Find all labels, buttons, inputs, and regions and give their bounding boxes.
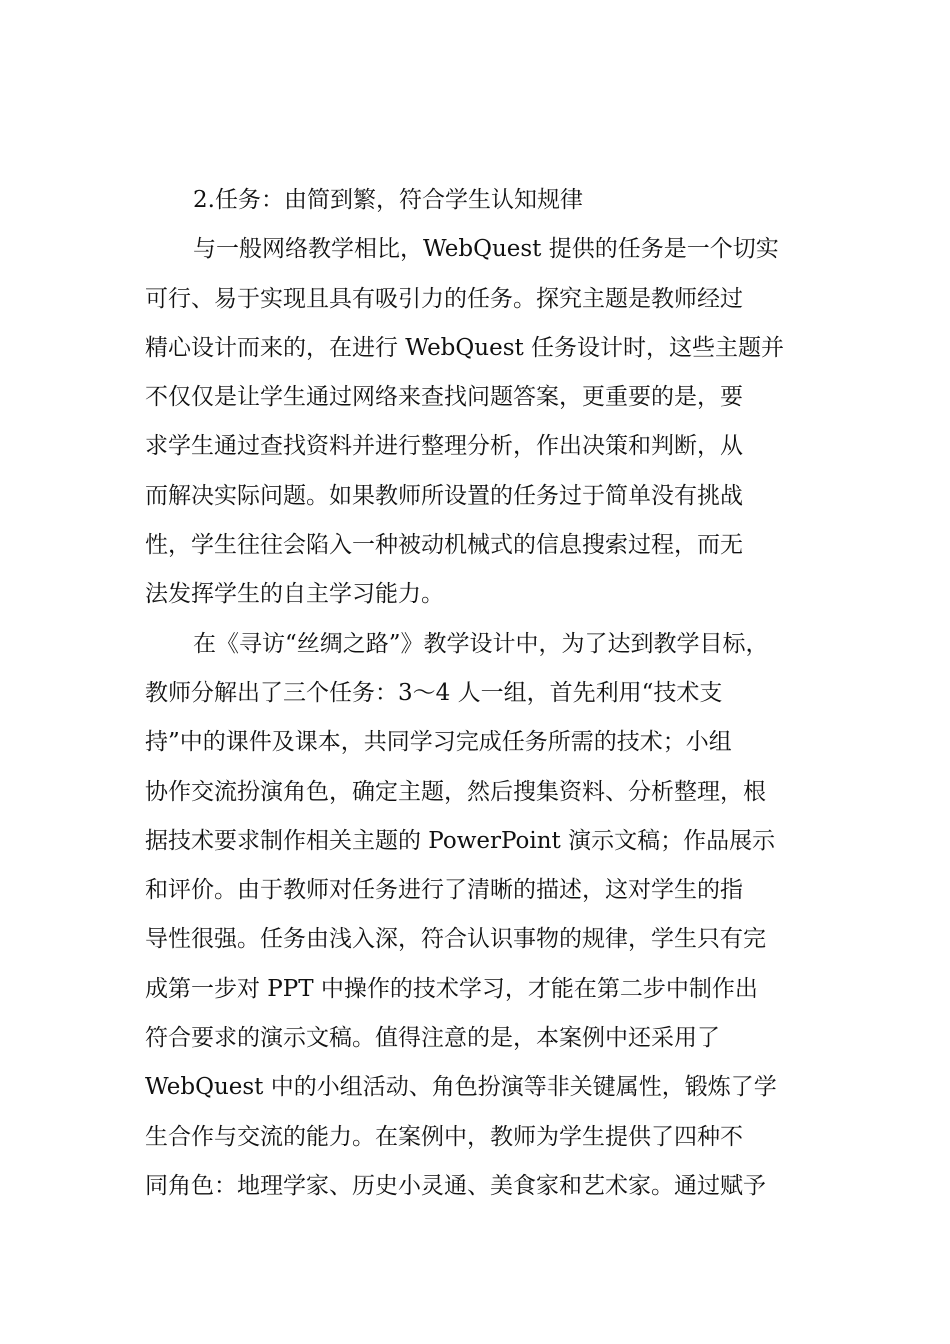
body-text xyxy=(145,176,805,1211)
text-line: WebQuest 中的小组活动、角色扮演等非关键属性，锻炼了学 xyxy=(145,1074,777,1101)
section-heading: 2.任务：由简到繁，符合学生认知规律 xyxy=(193,187,583,213)
text-line: 导性很强。任务由浅入深，符合认识事物的规律，学生只有完 xyxy=(145,926,766,953)
text-line: 求学生通过查找资料并进行整理分析，作出决策和判断，从 xyxy=(145,433,743,460)
text-line: 生合作与交流的能力。在案例中，教师为学生提供了四种不 xyxy=(145,1123,743,1150)
text-line: 符合要求的演示文稿。值得注意的是，本案例中还采用了 xyxy=(145,1025,720,1052)
text-line: 法发挥学生的自主学习能力。 xyxy=(145,581,444,608)
text-line: 而解决实际问题。如果教师所设置的任务过于简单没有挑战 xyxy=(145,482,743,509)
text-line: 和评价。由于教师对任务进行了清晰的描述，这对学生的指 xyxy=(145,877,743,904)
text-line: 据技术要求制作相关主题的 PowerPoint 演示文稿；作品展示 xyxy=(145,827,776,854)
text-line: 在《寻访“丝绸之路”》教学设计中，为了达到教学目标， xyxy=(193,630,769,657)
text-line: 同角色：地理学家、历史小灵通、美食家和艺术家。通过赋予 xyxy=(145,1172,766,1199)
text-line: 教师分解出了三个任务：3～4 人一组，首先利用“技术支 xyxy=(145,679,723,706)
text-line: 不仅仅是让学生通过网络来查找问题答案，更重要的是，要 xyxy=(145,384,743,411)
text-line: 精心设计而来的，在进行 WebQuest 任务设计时，这些主题并 xyxy=(145,334,785,361)
text-line: 可行、易于实现且具有吸引力的任务。探究主题是教师经过 xyxy=(145,285,743,312)
text-line: 协作交流扮演角色，确定主题，然后搜集资料、分析整理，根 xyxy=(145,778,766,805)
text-line: 性，学生往往会陷入一种被动机械式的信息搜索过程，而无 xyxy=(145,532,743,559)
text-line: 与一般网络教学相比，WebQuest 提供的任务是一个切实 xyxy=(193,236,779,263)
text-line: 成第一步对 PPT 中操作的技术学习，才能在第二步中制作出 xyxy=(145,975,758,1002)
text-line: 持”中的课件及课本，共同学习完成任务所需的技术；小组 xyxy=(145,729,732,756)
